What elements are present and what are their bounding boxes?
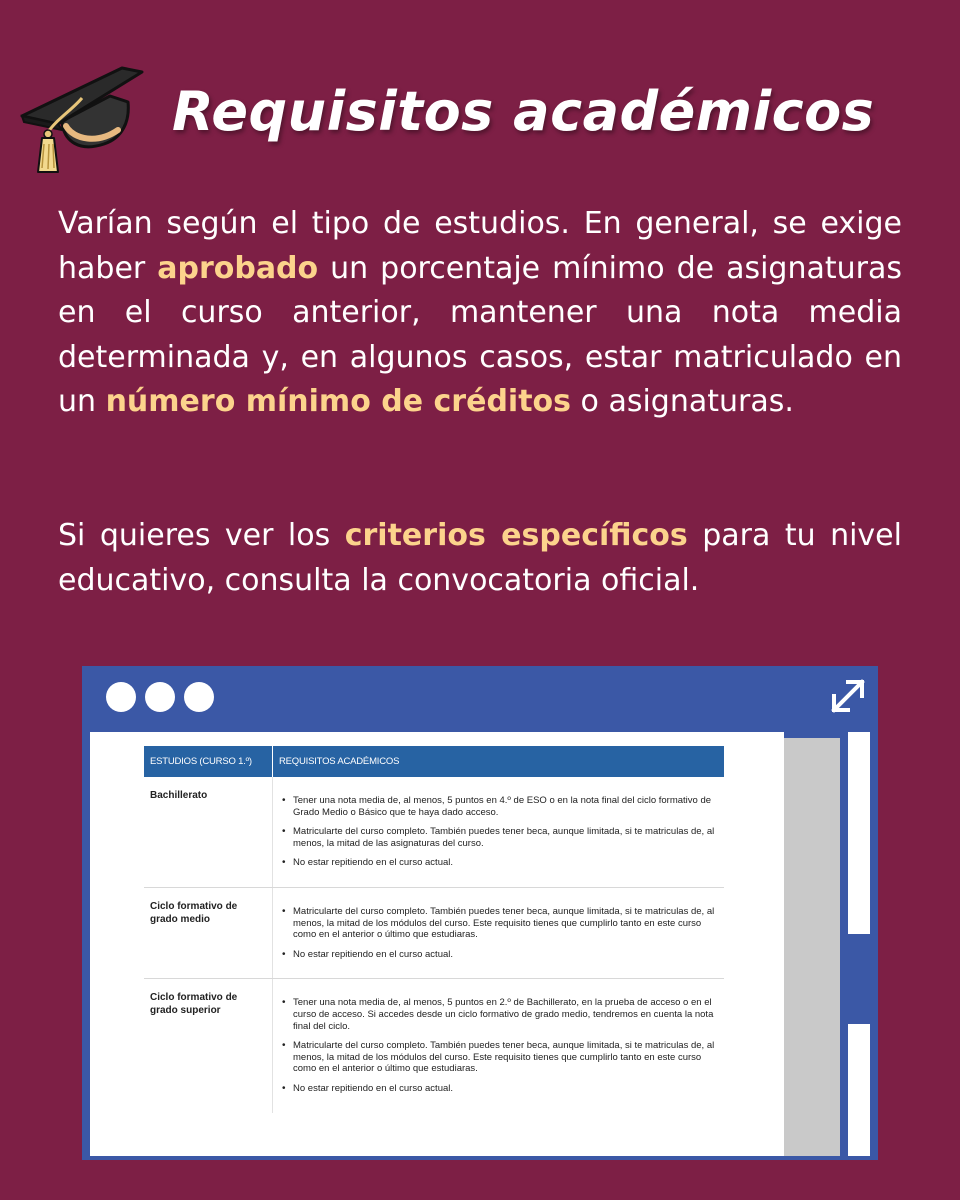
- browser-window: [82, 666, 878, 1160]
- requirement-item: • No estar repitiendo en el curso actual.: [293, 1083, 718, 1095]
- study-name: Ciclo formativo de grado superior: [144, 979, 273, 1113]
- requirement-item: • Matricularte del curso completo. También puedes tener beca, aunque limitada, si te matriculas de, al menos, la mitad de las asignaturas del curso.: [293, 826, 718, 849]
- paragraph-text: un porcentaje mínimo de asignaturas en el curso anterior, mantener una nota media determinada y, en algunos casos, estar matriculado en un: [58, 250, 902, 419]
- table-row: [144, 887, 724, 978]
- requirements-cell: [273, 979, 725, 1113]
- requirements-cell: [273, 887, 725, 978]
- table-row: [144, 979, 724, 1113]
- window-dot-icon: [145, 682, 175, 712]
- requirement-item: • Matricularte del curso completo. También puedes tener beca, aunque limitada, si te matriculas de, al menos, la mitad de los módulos del curso. Este requisito tienes que cumplirlo tanto en este curso como en el anterior o último que estudiaras.: [293, 1040, 718, 1075]
- requirement-item: • Tener una nota media de, al menos, 5 puntos en 2.º de Bachillerato, en la prueba de acceso o en el curso de acceso. Si accedes desde un ciclo formativo de grado medio, tendremos en cuenta la nota final del ciclo.: [293, 997, 718, 1032]
- scrollbar-segment[interactable]: [848, 1024, 870, 1156]
- scrollbar-segment[interactable]: [848, 732, 870, 934]
- window-dot-icon: [184, 682, 214, 712]
- window-content: [90, 732, 784, 1156]
- window-dot-icon: [106, 682, 136, 712]
- paragraph-text: o asignaturas.: [571, 384, 794, 419]
- graduation-cap-icon: [18, 60, 148, 185]
- highlight-criterios: criterios específicos: [344, 518, 688, 553]
- paragraph-text: Si quieres ver los: [58, 518, 345, 553]
- requirement-item: • Matricularte del curso completo. También puedes tener beca, aunque limitada, si te matriculas de, al menos, la mitad de los módulos del curso. Este requisito tienes que cumplirlo tanto en este curso como en el anterior o último que estudiaras.: [293, 906, 718, 941]
- intro-paragraph: [58, 202, 902, 425]
- criteria-paragraph: [58, 514, 902, 603]
- table-header-requirements: REQUISITOS ACADÉMICOS: [273, 746, 725, 777]
- expand-arrows-icon[interactable]: [828, 676, 868, 716]
- requirement-item: • No estar repitiendo en el curso actual.: [293, 949, 718, 961]
- paragraph-text: para tu nivel educativo, consulta la convocatoria oficial.: [58, 518, 902, 598]
- highlight-aprobado: aprobado: [157, 250, 319, 286]
- requirement-item: • No estar repitiendo en el curso actual.: [293, 857, 718, 869]
- requirements-table: [144, 746, 724, 1113]
- table-header-studies: ESTUDIOS (CURSO 1.º): [144, 746, 273, 777]
- table-row: [144, 777, 724, 887]
- requirement-item: • Tener una nota media de, al menos, 5 puntos en 4.º de ESO o en la nota final del ciclo formativo de Grado Medio o Básico que te haya dado acceso.: [293, 795, 718, 818]
- scroll-track[interactable]: [784, 738, 840, 1156]
- paragraph-text: Varían según el tipo de estudios. En general, se exige haber: [58, 206, 902, 286]
- requirements-cell: [273, 777, 725, 887]
- highlight-creditos: número mínimo de créditos: [105, 384, 572, 419]
- study-name: Ciclo formativo de grado medio: [144, 887, 273, 978]
- study-name: Bachillerato: [144, 777, 273, 887]
- page-title: Requisitos académicos: [172, 80, 875, 143]
